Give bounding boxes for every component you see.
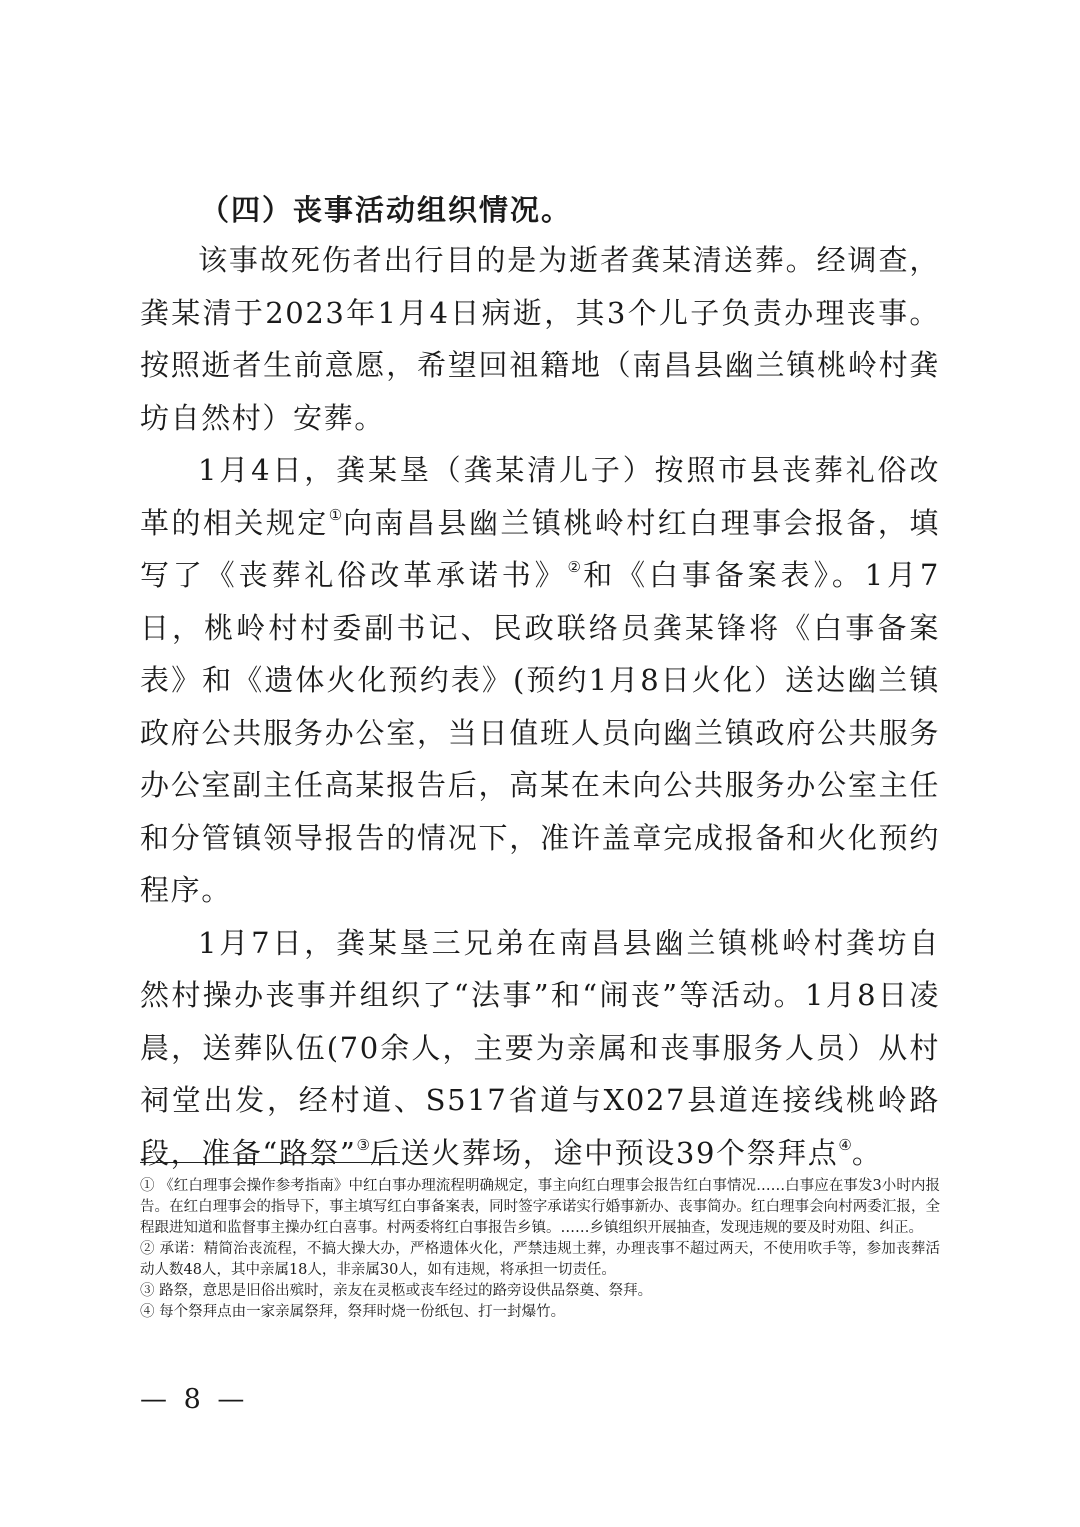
footnote-ref-1[interactable]: ① xyxy=(328,505,344,524)
footnote-divider xyxy=(140,1162,400,1163)
paragraph-text: 该事故死伤者出行目的是为逝者龚某清送葬。经调查，龚某清于2023年1月4日病逝，其3个儿子负责办理丧事。按照逝者生前意愿，希望回祖籍地（南昌县幽兰镇桃岭村龚坊自然村）安葬。 xyxy=(140,243,940,435)
paragraph-text: 1月4日，龚某垦（龚某清儿子）按照市县丧葬礼俗改革的相关规定 xyxy=(140,453,940,540)
body-text xyxy=(140,234,940,1179)
paragraph-text: 。 xyxy=(851,1135,883,1170)
paragraph-text: 和《白事备案表》。1月7日，桃岭村村委副书记、民政联络员龚某锋将《白事备案表》和《遗体火化预约表》(预约1月8日火化）送达幽兰镇政府公共服务办公室，当日值班人员向幽兰镇政府公共服务办公室副主任高某报告后，高某在未向公共服务办公室主任和分管镇领导报告的情况下，准许盖章完成报备和火化预约程序。 xyxy=(140,558,940,907)
paragraph-text: 后送火葬场，途中预设39个祭拜点 xyxy=(369,1135,839,1170)
footnote-ref-2[interactable]: ② xyxy=(567,558,584,576)
footnote-ref-3[interactable]: ③ xyxy=(356,1135,370,1154)
footnote-4: ④ 每个祭拜点由一家亲属祭拜，祭拜时烧一份纸包、打一封爆竹。 xyxy=(140,1304,566,1320)
paragraph-text: 向南昌县幽兰镇桃岭村红白理事会报备，填写了《丧葬礼俗改革承诺书》 xyxy=(140,505,940,592)
footnote-2: ② 承诺：精简治丧流程，不搞大操大办，严格遗体火化，严禁违规土葬，办理丧事不超过两天，不使用吹手等，参加丧葬活动人数48人，其中亲属18人，非亲属30人，如有违规，将承担一切责任。 xyxy=(140,1241,940,1278)
paragraph-filing xyxy=(140,444,940,917)
footnote-3: ③ 路祭，意思是旧俗出殡时，亲友在灵柩或丧车经过的路旁设供品祭奠、祭拜。 xyxy=(140,1283,653,1299)
paragraph-funeral-purpose xyxy=(140,234,940,444)
footnote-ref-4[interactable]: ④ xyxy=(838,1135,852,1154)
footnote-1: ① 《红白理事会操作参考指南》中红白事办理流程明确规定，事主向红白理事会报告红白事情况……白事应在事发3小时内报告。在红白理事会的指导下，事主填写红白事备案表，同时签字承诺实行婚事新办、丧事简办。红白理事会向村两委汇报，全程跟进知道和监督事主操办红白喜事。村两委将红白事报告乡镇。……乡镇组织开展抽查，发现违规的要及时劝阻、纠正。 xyxy=(140,1178,940,1236)
section-heading: （四）丧事活动组织情况。 xyxy=(200,193,573,227)
paragraph-text: 1月7日，龚某垦三兄弟在南昌县幽兰镇桃岭村龚坊自然村操办丧事并组织了“法事”和“闹丧”等活动。1月8日凌晨，送葬队伍(70余人，主要为亲属和丧事服务人员）从村祠堂出发，经村道、S517省道与X027县道连接线桃岭路段，准备“路祭” xyxy=(140,925,940,1170)
paragraph-procession xyxy=(140,917,940,1180)
page-number: — 8 — xyxy=(140,1384,249,1415)
footnotes xyxy=(140,1176,940,1323)
